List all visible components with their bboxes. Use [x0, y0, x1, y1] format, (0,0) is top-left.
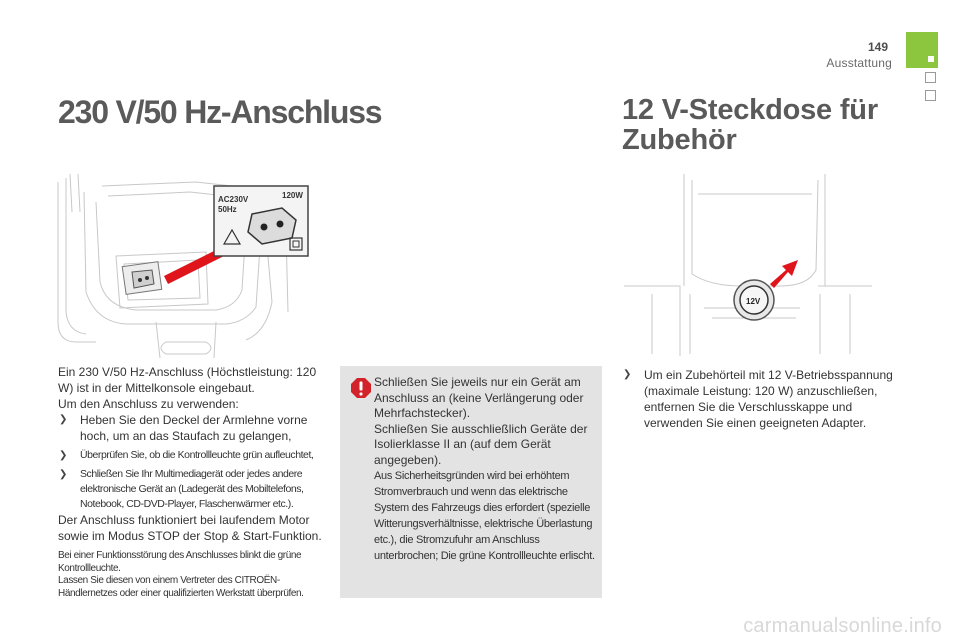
- socket-frequency-label: 50Hz: [218, 205, 237, 214]
- socket-power-label: 120W: [282, 191, 303, 200]
- socket-12v-label: 12V: [746, 297, 761, 306]
- dealer-note: Lassen Sie diesen von einem Vertreter des CITROËN-Händlernetzes oder einer qualifizierten Werkstatt überprüfen.: [58, 575, 304, 599]
- right-section-title: 12 V-Steckdose für Zubehör: [622, 94, 878, 156]
- page-number: 149: [867, 40, 888, 54]
- step-text: Schließen Sie Ihr Multimediagerät oder jedes andere elektronische Gerät an (Ladegerät des Mobiltelefons, Notebook, CD-DVD-Player, Flaschenwärmer etc.).: [80, 468, 304, 510]
- left-body-text: [58, 364, 328, 600]
- section-label: Ausstattung: [826, 56, 892, 70]
- tab-marker-icon: [928, 56, 934, 62]
- warning-note-box: [340, 366, 602, 598]
- arrow-bullet-icon: ❯: [59, 414, 68, 425]
- usage-heading: Um den Anschluss zu verwenden:: [58, 397, 239, 411]
- left-section-title: 230 V/50 Hz-Anschluss: [58, 94, 382, 130]
- section-tab-box-2: [925, 90, 936, 101]
- arrow-bullet-icon: ❯: [59, 469, 67, 480]
- section-tab-active: [906, 32, 938, 68]
- warning-text-1: Schließen Sie jeweils nur ein Gerät am Anschluss an (keine Verlängerung oder Mehrfachstecker).: [374, 375, 584, 420]
- pointer-arrow-12v-icon: [770, 260, 798, 288]
- step-text-12v: Um ein Zubehörteil mit 12 V-Betriebsspannung (maximale Leistung: 120 W) anzuschließen, entfernen Sie die Verschlusskappe und verwenden Sie einen geeigneten Adapter.: [644, 368, 893, 430]
- arrow-bullet-icon: ❯: [59, 450, 67, 461]
- intro-paragraph: Ein 230 V/50 Hz-Anschluss (Höchstleistung: 120 W) ist in der Mittelkonsole eingebaut.: [58, 365, 317, 395]
- step-item: [58, 412, 328, 444]
- step-text: Heben Sie den Deckel der Armlehne vorne hoch, um an das Staufach zu gelangen,: [80, 413, 308, 443]
- socket-small-icon: [122, 262, 162, 295]
- step-item: [58, 467, 328, 512]
- right-body-text: [622, 367, 897, 431]
- arrow-bullet-icon: ❯: [623, 369, 632, 380]
- warning-text-3: Aus Sicherheitsgründen wird bei erhöhtem Stromverbrauch und wenn das elektrische System des Fahrzeugs dies erfordert (spezielle Witterungsverhältnisse, elektrische Überlastung etc.), die Stromzufuhr am Anschluss unterbrochen; Die grüne Kontrollleuchte erlischt.: [374, 470, 595, 562]
- warning-text-2: Schließen Sie ausschließlich Geräte der Isolierklasse II an (auf dem Gerät angegeben).: [374, 421, 588, 467]
- malfunction-note: Bei einer Funktionsstörung des Anschlusses blinkt die grüne Kontrollleuchte.: [58, 550, 302, 574]
- socket-12v-icon: [734, 280, 774, 320]
- socket-voltage-label: AC230V: [218, 195, 249, 204]
- watermark: carmanualsonline.info: [743, 615, 942, 637]
- console-230v-illustration: [56, 172, 326, 360]
- console-12v-illustration: [620, 174, 875, 356]
- step-item: [622, 367, 897, 431]
- section-tab-box-1: [925, 72, 936, 83]
- stop-start-paragraph: Der Anschluss funktioniert bei laufendem Motor sowie im Modus STOP der Stop & Start-Funktion.: [58, 513, 322, 543]
- step-text: Überprüfen Sie, ob die Kontrollleuchte grün aufleuchtet,: [80, 449, 314, 461]
- warning-exclamation-icon: [349, 376, 373, 400]
- socket-label-plate: [214, 186, 308, 256]
- step-item: [58, 448, 328, 463]
